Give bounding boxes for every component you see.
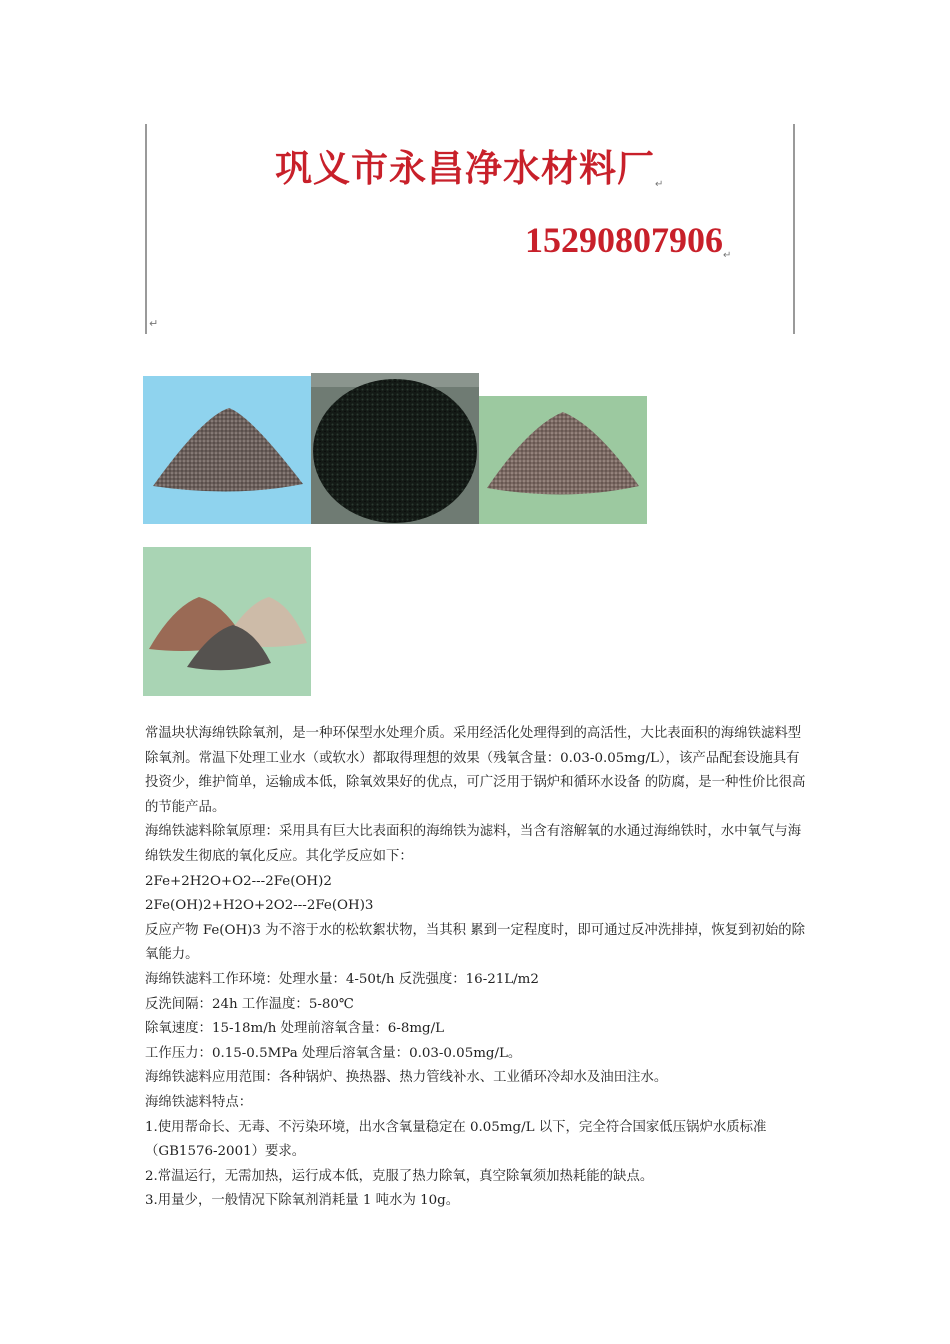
paragraph: 海绵铁滤料除氧原理：采用具有巨大比表面积的海绵铁为滤料，当含有溶解氧的水通过海绵铁时，水中氧气与海绵铁发生彻底的氧化反应。其化学反应如下：: [145, 824, 802, 864]
chemical-equation: 2Fe+2H2O+O2---2Fe(OH)2: [145, 873, 332, 889]
brown-filter-media-photo: [479, 396, 647, 524]
header-banner: [145, 124, 795, 334]
spec-line: 海绵铁滤料工作环境：处理水量：4-50t/h 反洗强度：16-21L/m2: [145, 971, 539, 987]
three-color-media-photo: [143, 547, 311, 696]
paragraph: 反应产物 Fe(OH)3 为不溶于水的松软絮状物，当其积 累到一定程度时，即可通过反冲洗排掉，恢复到初始的除氧能力。: [145, 922, 806, 963]
spec-line: 除氧速度：15-18m/h 处理前溶氧含量：6-8mg/L: [145, 1021, 445, 1037]
feature-item: 2.常温运行，无需加热，运行成本低，克服了热力除氧，真空除氧须加热耗能的缺点。: [145, 1168, 654, 1184]
description-body: [145, 722, 810, 1214]
paragraph: 常温块状海绵铁除氧剂，是一种环保型水处理介质。采用经活化处理得到的高活性，大比表面积的海绵铁滤料型除氧剂。常温下处理工业水（或软水）都取得理想的效果（残氧含量：0.03-0.05mg/L），该产品配套设施具有投资少，维护简单，运输成本低，除氧效果好的优点，可广泛用于锅炉和循环水设备 的防腐，是一种性价比很高的节能产品。: [145, 726, 806, 815]
paragraph-mark-icon: ↵: [149, 317, 159, 330]
spec-line: 工作压力：0.15-0.5MPa 处理后溶氧含量：0.03-0.05mg/L。: [145, 1045, 522, 1061]
company-name: 巩义市永昌净水材料厂↵: [275, 146, 665, 190]
gray-filter-media-photo: [143, 376, 311, 524]
spec-line: 反洗间隔：24h 工作温度：5-80℃: [145, 996, 354, 1012]
chemical-equation: 2Fe(OH)2+H2O+2O2---2Fe(OH)3: [145, 898, 374, 914]
black-filter-media-photo: [311, 373, 479, 524]
phone-number: 15290807906↵: [525, 220, 732, 261]
paragraph-mark-icon: ↵: [655, 179, 665, 190]
feature-item: 1.使用帮命长、无毒、不污染环境，出水含氧量稳定在 0.05mg/L 以下，完全符合国家低压锅炉水质标准（GB1576-2001）要求。: [145, 1119, 767, 1160]
feature-item: 3.用量少，一般情况下除氧剂消耗量 1 吨水为 10g。: [145, 1193, 460, 1209]
section-heading: 海绵铁滤料特点：: [145, 1094, 253, 1110]
paragraph: 海绵铁滤料应用范围：各种锅炉、换热器、热力管线补水、工业循环冷却水及油田注水。: [145, 1070, 668, 1086]
paragraph-mark-icon: ↵: [723, 250, 732, 261]
